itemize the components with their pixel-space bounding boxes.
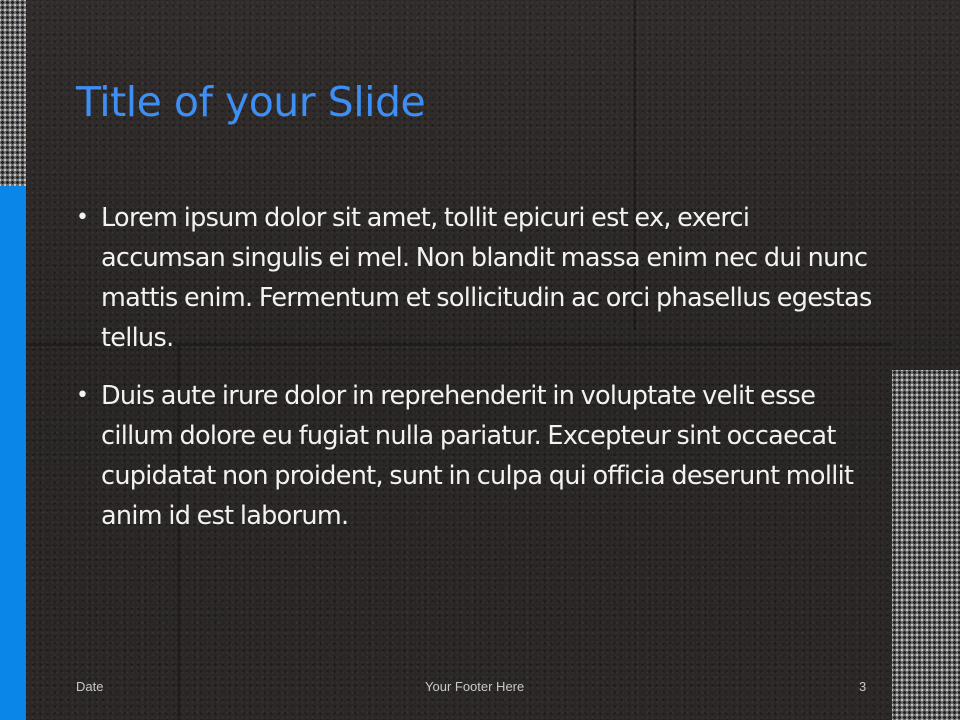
decorative-pattern-left bbox=[0, 0, 26, 186]
bullet-icon: • bbox=[76, 383, 89, 408]
decorative-pattern-right bbox=[892, 370, 960, 720]
footer-date[interactable]: Date bbox=[76, 679, 104, 694]
slide-body[interactable] bbox=[76, 198, 876, 554]
bullet-text: Lorem ipsum dolor sit amet, tollit epicuri est ex, exerci accumsan singulis ei mel. Non blandit massa enim nec dui nunc mattis enim. Fermentum et sollicitudin ac orci phasellus egestas tellus. bbox=[101, 203, 872, 353]
accent-bar bbox=[0, 186, 26, 720]
slide-number[interactable]: 3 bbox=[859, 679, 867, 694]
bullet-icon: • bbox=[76, 205, 89, 230]
footer-text[interactable]: Your Footer Here bbox=[425, 679, 525, 694]
bullet-text: Duis aute irure dolor in reprehenderit in voluptate velit esse cillum dolore eu fugiat nulla pariatur. Excepteur sint occaecat cupidatat non proident, sunt in culpa qui officia deserunt mollit anim id est laborum. bbox=[101, 381, 854, 531]
slide-title[interactable]: Title of your Slide bbox=[76, 78, 426, 126]
bullet-item[interactable] bbox=[76, 198, 876, 358]
bullet-item[interactable] bbox=[76, 376, 876, 536]
